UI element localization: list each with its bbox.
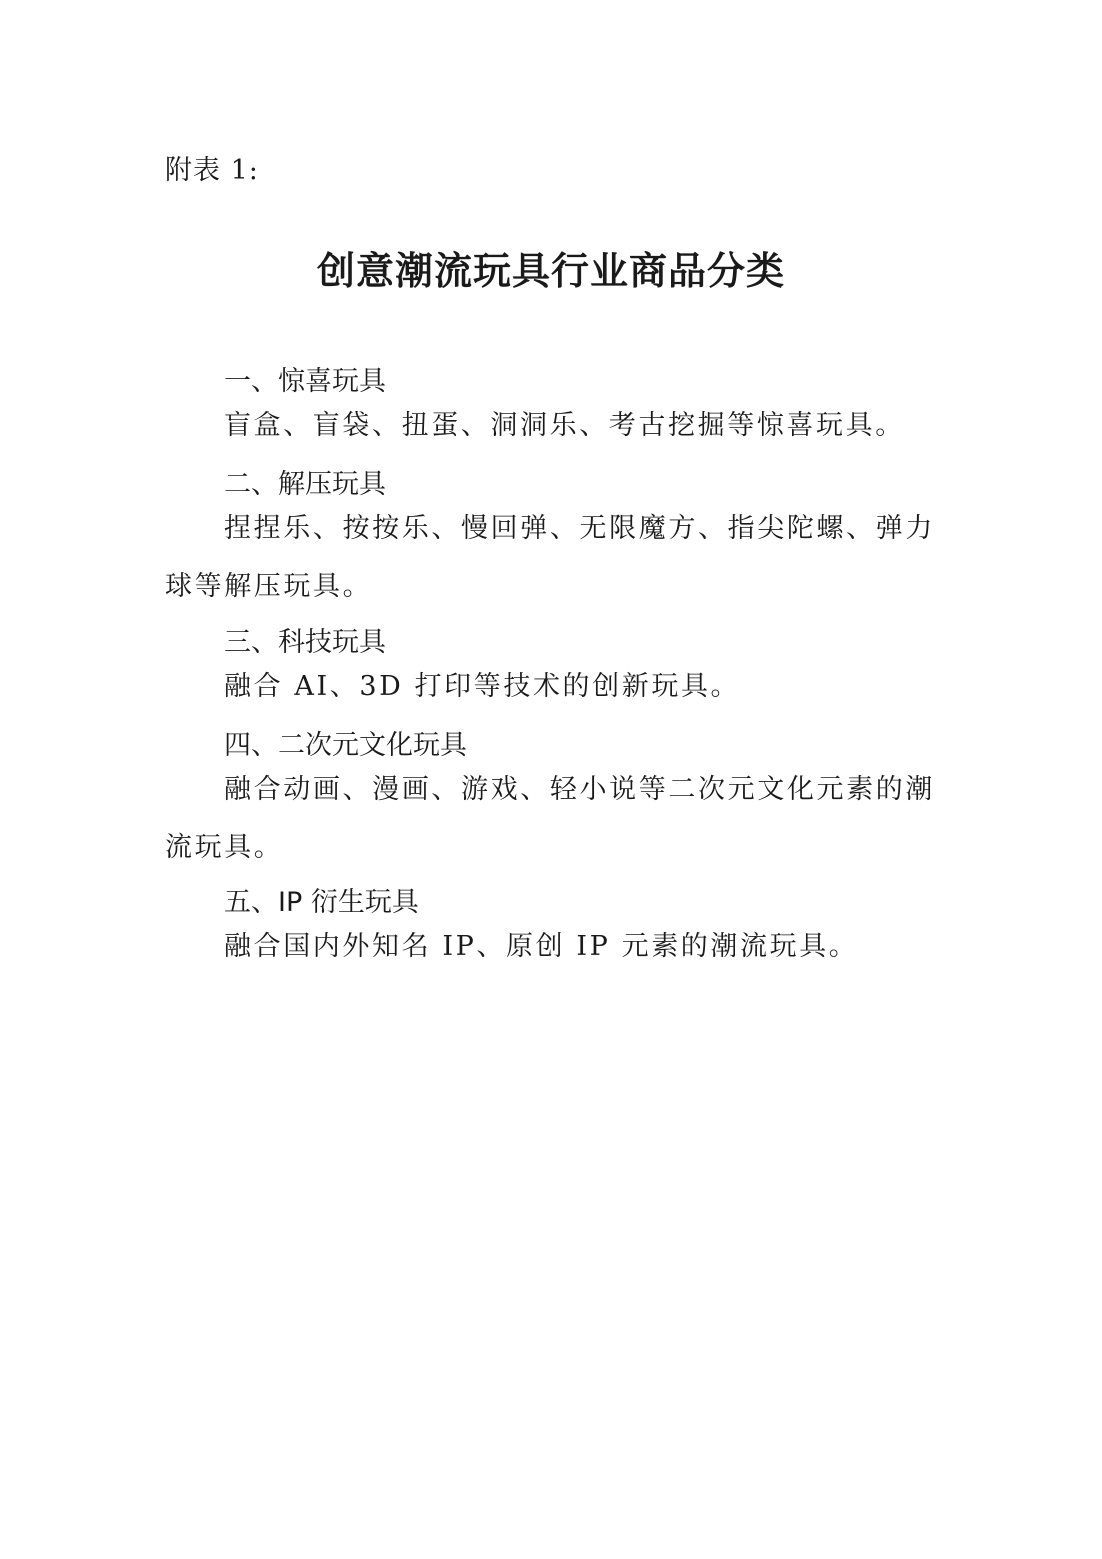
section-text: 融合 AI、3D 打印等技术的创新玩具。 xyxy=(224,671,741,702)
section-text: 盲盒、盲袋、扭蛋、洞洞乐、考古挖掘等惊喜玩具。 xyxy=(224,410,905,441)
section-heading: 五、IP 衍生玩具 xyxy=(224,887,419,918)
section-heading: 四、二次元文化玩具 xyxy=(224,730,467,761)
section-text: 捏捏乐、按按乐、慢回弹、无限魔方、指尖陀螺、弹力球等解压玩具。 xyxy=(165,513,935,602)
section-heading: 三、科技玩具 xyxy=(224,627,386,658)
section-text: 融合国内外知名 IP、原创 IP 元素的潮流玩具。 xyxy=(224,931,859,962)
section-text: 融合动画、漫画、游戏、轻小说等二次元文化元素的潮流玩具。 xyxy=(165,774,935,863)
section-heading: 二、解压玩具 xyxy=(224,469,386,500)
page-title: 创意潮流玩具行业商品分类 xyxy=(316,248,785,293)
annex-label: 附表 1: xyxy=(165,155,259,186)
section-heading: 一、惊喜玩具 xyxy=(224,366,386,397)
